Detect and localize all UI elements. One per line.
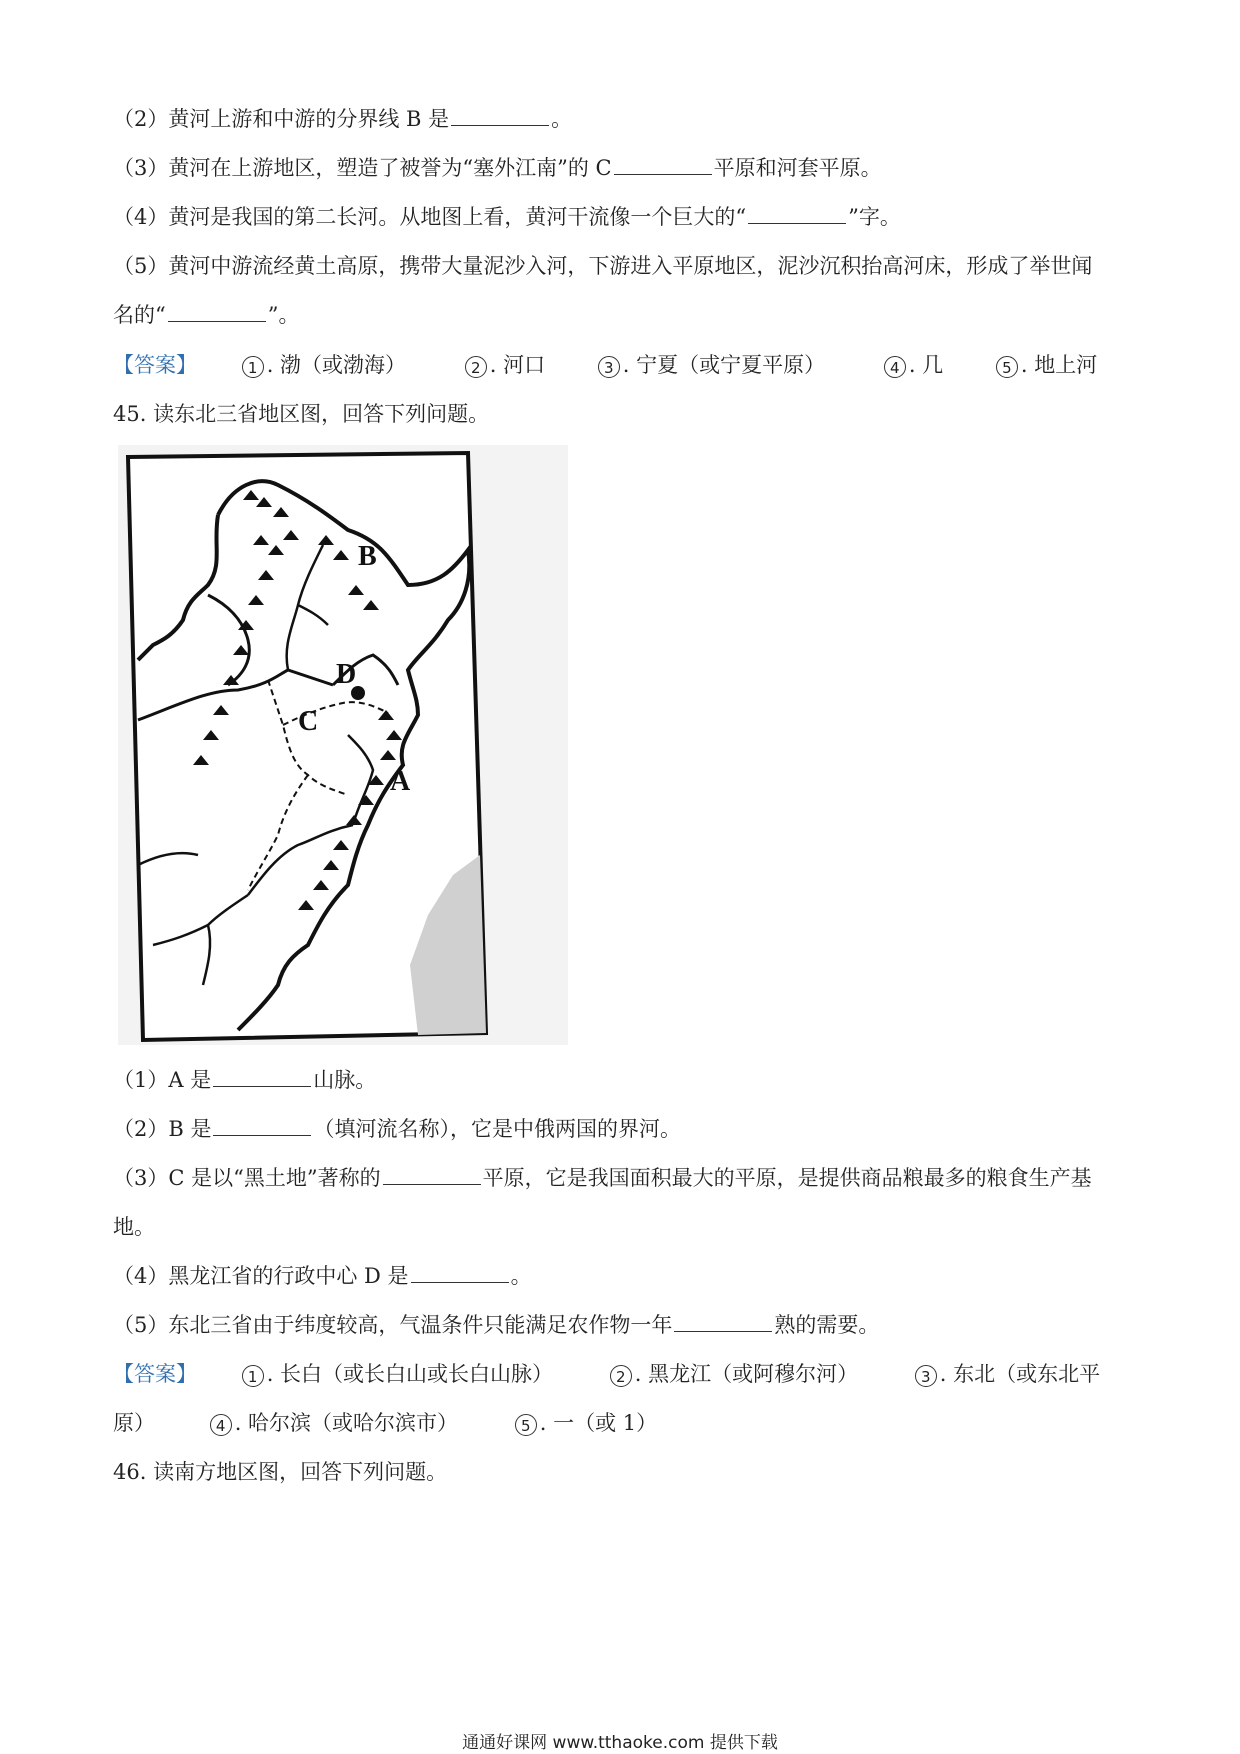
q45-2-end: （填河流名称），它是中俄两国的界河。 (313, 1117, 681, 1141)
q45-4-end: 。 (510, 1264, 532, 1288)
prev-answer-2: 2 . 河口 (465, 351, 545, 379)
prev-q2-end: 。 (551, 107, 573, 131)
answer-tag: 【答案】 (113, 353, 197, 377)
q45-1 (113, 1066, 376, 1094)
prev-answer-1: 1 . 渤（或渤海） (242, 351, 406, 379)
answer-blank (451, 105, 549, 126)
prev-answer (113, 351, 1097, 379)
map-label-c: C (298, 706, 319, 737)
prev-q5-text: 名的“ (113, 303, 166, 327)
prev-q3 (113, 154, 882, 182)
q45-5-end: 熟的需要。 (774, 1313, 880, 1337)
q45-answer-line1 (113, 1360, 1100, 1388)
q45-answer-line2 (113, 1409, 657, 1437)
prev-q2-text: （2）黄河上游和中游的分界线 B 是 (113, 107, 450, 131)
map-label-d: D (336, 659, 357, 690)
q45-answer-prefix: 原） (113, 1411, 155, 1435)
prev-answer-3: 3 . 宁夏（或宁夏平原） (598, 351, 825, 379)
q45-3-text: （3）C 是以“黑土地”著称的 (113, 1166, 381, 1190)
map-label-a: A (390, 766, 411, 797)
prev-q2 (113, 105, 572, 133)
q45-4 (113, 1262, 532, 1290)
prev-q4-text: （4）黄河是我国的第二长河。从地图上看，黄河干流像一个巨大的“ (113, 205, 747, 229)
q45-4-text: （4）黑龙江省的行政中心 D 是 (113, 1264, 409, 1288)
answer-blank (748, 203, 846, 224)
q46-title: 46. 读南方地区图，回答下列问题。 (113, 1460, 448, 1484)
q45-answer-1: 1 . 长白（或长白山或长白山脉） (242, 1360, 553, 1388)
prev-q4-end: ”字。 (848, 205, 901, 229)
q45-answer-2: 2 . 黑龙江（或阿穆尔河） (610, 1360, 858, 1388)
q45-title: 45. 读东北三省地区图，回答下列问题。 (113, 402, 490, 426)
answer-blank (213, 1066, 311, 1087)
answer-tag: 【答案】 (113, 1362, 197, 1386)
prev-q5-line2 (113, 301, 300, 329)
q45-5-text: （5）东北三省由于纬度较高，气温条件只能满足农作物一年 (113, 1313, 673, 1337)
q45-5 (113, 1311, 879, 1339)
q45-1-text: （1）A 是 (113, 1068, 212, 1092)
prev-q4 (113, 203, 901, 231)
answer-blank (674, 1311, 772, 1332)
q45-2-text: （2）B 是 (113, 1117, 212, 1141)
answer-blank (411, 1262, 509, 1283)
q45-3-end: 平原，它是我国面积最大的平原，是提供商品粮最多的粮食生产基 (482, 1166, 1092, 1190)
answer-blank (383, 1164, 481, 1185)
q45-3-line1 (113, 1164, 1092, 1192)
northeast-china-map (118, 445, 568, 1045)
q45-3-line2: 地。 (113, 1215, 155, 1239)
q45-answer-4: 4 . 哈尔滨（或哈尔滨市） (210, 1409, 458, 1437)
prev-answer-4: 4 . 几 (884, 351, 943, 379)
prev-q3-text: （3）黄河在上游地区，塑造了被誉为“塞外江南”的 C (113, 156, 612, 180)
answer-blank (614, 154, 712, 175)
q45-answer-3: 3 . 东北（或东北平 (915, 1360, 1100, 1388)
prev-q5-end: ”。 (267, 303, 300, 327)
answer-blank (168, 301, 266, 322)
prev-answer-5: 5 . 地上河 (996, 351, 1097, 379)
page-footer: 通通好课网 www.tthaoke.com 提供下载 (462, 1733, 778, 1753)
answer-blank (213, 1115, 311, 1136)
map-label-b: B (358, 541, 377, 572)
prev-q3-end: 平原和河套平原。 (713, 156, 882, 180)
q45-answer-5: 5 . 一（或 1） (515, 1409, 657, 1437)
prev-q5-line1: （5）黄河中游流经黄土高原，携带大量泥沙入河，下游进入平原地区，泥沙沉积抬高河床，形成了举世闻 (113, 254, 1093, 278)
q45-1-end: 山脉。 (313, 1068, 377, 1092)
q45-2 (113, 1115, 681, 1143)
